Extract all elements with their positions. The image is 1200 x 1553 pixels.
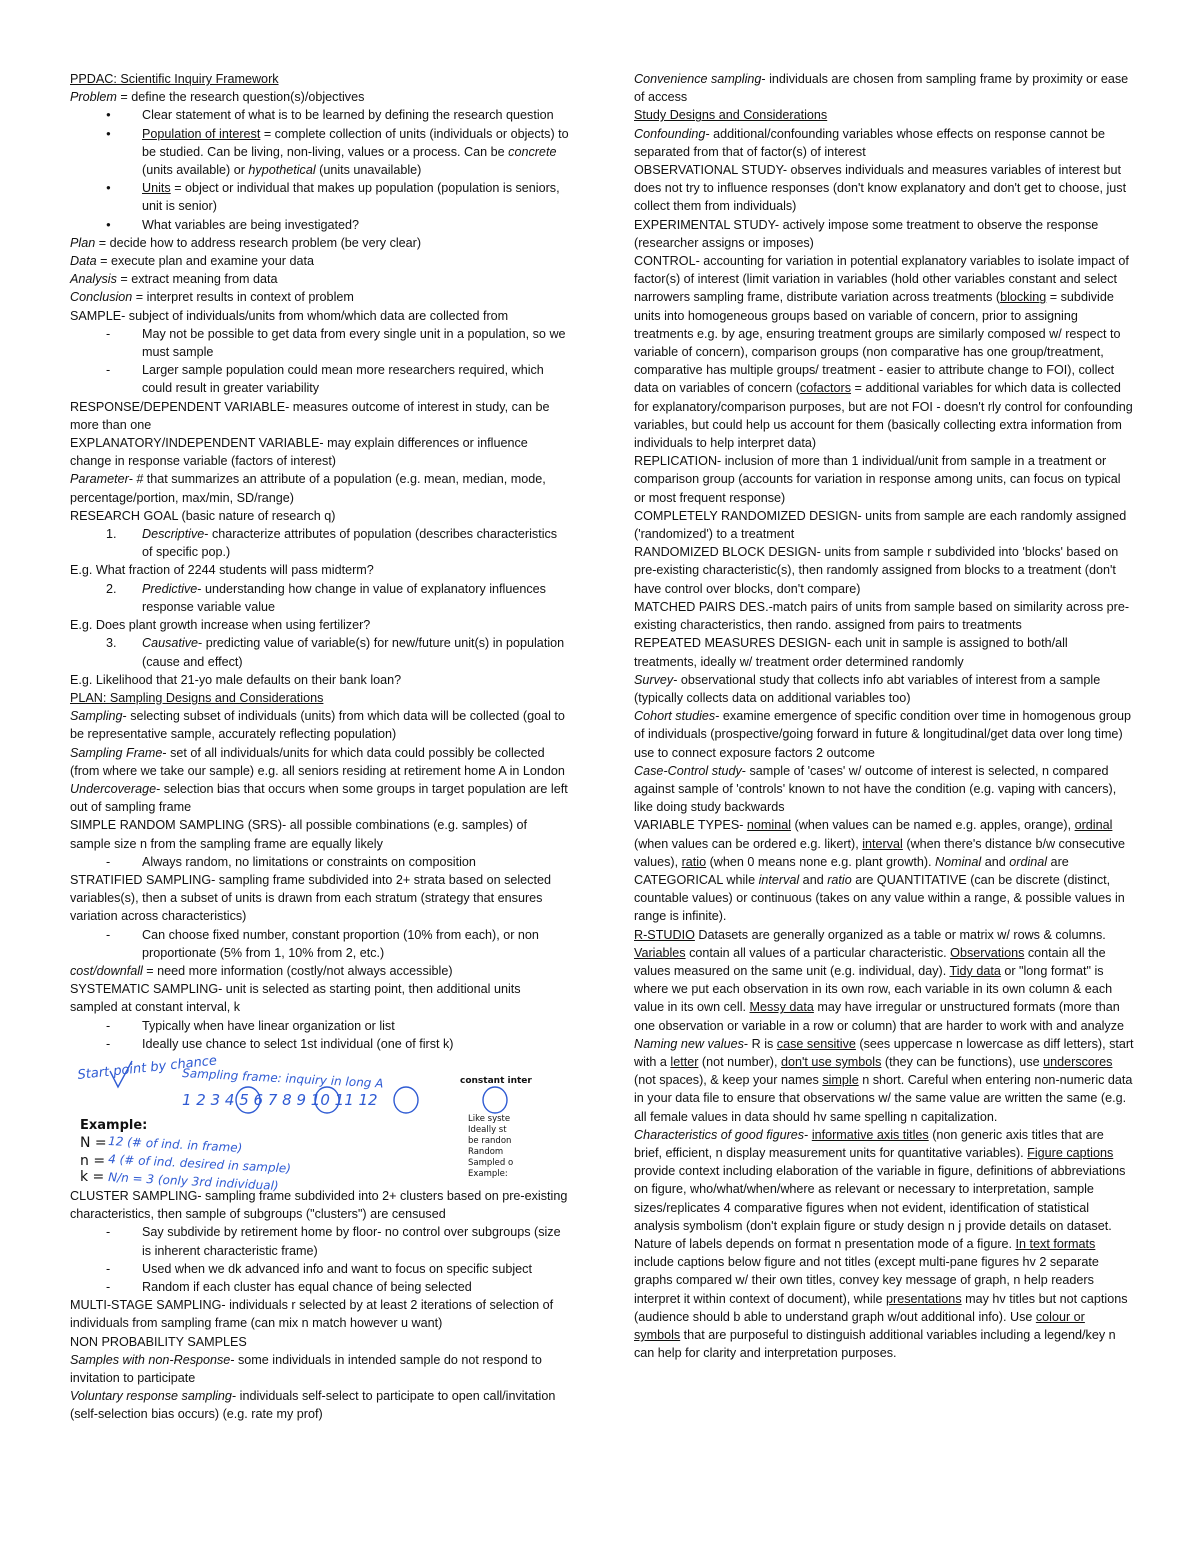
left-column <box>70 70 570 1424</box>
text-run: (sees uppercase n lowercase as diff letters), start with a <box>634 1036 1134 1069</box>
dash-item <box>70 853 570 871</box>
note-paragraph <box>70 288 570 306</box>
handwriting-n: 4 (# of ind. desired in sample) <box>107 1151 292 1176</box>
dash-icon <box>106 1017 126 1035</box>
text-run: (units unavailable) <box>315 163 422 178</box>
note-paragraph <box>634 507 1134 543</box>
dash-icon <box>106 1260 126 1278</box>
text-run: contain all the values measured on the same unit (e.g. individual, day). <box>634 945 1106 978</box>
italic-term: hypothetical <box>248 163 316 178</box>
text-run: are QUANTITATIVE (can be discrete (distinct, countable values) or continuous (takes on any value within a range, & possible values in range is infinite). <box>634 872 1125 924</box>
italic-term: Confounding <box>634 126 706 141</box>
text-run: - understanding how change in value of explanatory influences response variable value <box>142 581 546 614</box>
handwriting-sampling-frame: Sampling frame: inquiry in long A <box>181 1065 384 1091</box>
italic-term: ratio <box>827 872 852 887</box>
dash-icon <box>106 1035 126 1053</box>
text-run: SIMPLE RANDOM SAMPLING (SRS)- all possible combinations (e.g. samples) of sample size n from the sampling frame are equally likely <box>70 818 528 851</box>
italic-term: Voluntary response sampling <box>70 1389 232 1404</box>
underlined-term: cofactors <box>799 381 852 396</box>
note-paragraph <box>634 671 1134 707</box>
handwritten-systematic-sampling-sketch <box>70 1053 570 1193</box>
text-run: EXPLANATORY/INDEPENDENT VARIABLE- may explain differences or influence change in response variable (factors of interest) <box>70 436 528 469</box>
italic-term: Predictive <box>142 581 198 596</box>
bullet-icon <box>106 179 126 199</box>
underlined-term: presentations <box>886 1291 962 1306</box>
italic-term: Causative <box>142 636 199 651</box>
note-paragraph <box>70 616 570 634</box>
underlined-term: underscores <box>1043 1054 1113 1069</box>
italic-term: Parameter- # <box>70 472 144 487</box>
dash-icon <box>106 853 126 871</box>
underlined-term: Messy data <box>749 1000 814 1015</box>
list-number: 3. <box>106 636 117 651</box>
italic-term: ordinal <box>1009 854 1048 869</box>
note-paragraph <box>634 1126 1134 1363</box>
text-run: NON PROBABILITY SAMPLES <box>70 1334 247 1349</box>
text-run: - some individuals in intended sample do not respond to invitation to participate <box>70 1352 542 1385</box>
text-run: Random if each cluster has equal chance of being selected <box>142 1279 472 1294</box>
note-paragraph <box>70 307 570 325</box>
note-paragraph <box>634 543 1134 598</box>
constant-interval-text: constant inter <box>460 1075 532 1086</box>
italic-term: Characteristics of good figures <box>634 1127 805 1142</box>
italic-term: Samples with non-Response <box>70 1352 231 1367</box>
note-paragraph <box>634 252 1134 452</box>
italic-term: Convenience sampling <box>634 72 762 86</box>
italic-term: cost/downfall <box>70 963 143 978</box>
text-run: - R is <box>743 1036 777 1051</box>
text-run: include captions below figure and not titles (except multi-pane figures hv 2 separate graphs compared w/ their own titles, convey key message of graph, n help readers interpret it within context of document), while <box>634 1255 1099 1306</box>
note-paragraph <box>70 871 570 926</box>
handwriting-start-point: Start point by chance <box>76 1053 218 1083</box>
text-run: REPEATED MEASURES DESIGN- each unit in sample is assigned to both/all treatments, ideally w/ treatment order determined randomly <box>634 636 1068 669</box>
bullet-icon <box>106 106 126 126</box>
note-paragraph <box>634 452 1134 507</box>
text-run: - individuals self-select to participate to open call/invitation (self-selection bias occurs) (e.g. rate my prof) <box>70 1389 556 1422</box>
text-run: (when 0 means none e.g. plant growth). <box>706 854 936 869</box>
dash-item <box>70 361 570 397</box>
note-paragraph <box>70 1387 570 1423</box>
note-paragraph <box>70 780 570 816</box>
note-paragraph <box>70 744 570 780</box>
dash-item <box>70 926 570 962</box>
dash-item <box>70 325 570 361</box>
note-paragraph <box>70 434 570 470</box>
underlined-term: nominal <box>746 818 792 833</box>
note-paragraph <box>70 1187 570 1223</box>
italic-term: Sampling <box>70 709 123 724</box>
underlined-term: letter <box>670 1054 699 1069</box>
underlined-term: Study Designs and Considerations <box>634 108 828 123</box>
text-run: and <box>799 872 828 887</box>
dash-icon <box>106 1278 126 1296</box>
italic-term: Descriptive <box>142 527 205 542</box>
note-paragraph <box>70 270 570 288</box>
text-run: - characterize attributes of population (describes characteristics of specific pop.) <box>142 527 558 560</box>
underlined-term: Units <box>142 181 171 196</box>
note-paragraph <box>634 926 1134 1035</box>
italic-term: Analysis <box>70 272 117 287</box>
text-run: Larger sample population could mean more researchers required, which could result in greater variability <box>142 363 544 396</box>
text-run: - predicting value of variable(s) for new/future unit(s) in population (cause and effect) <box>142 636 565 669</box>
list-number: 2. <box>106 581 117 596</box>
handwriting-sequence: 1 2 3 4 5 6 7 8 9 10 11 12 <box>182 1090 378 1109</box>
italic-term: Problem <box>70 90 117 105</box>
note-paragraph <box>70 398 570 434</box>
note-paragraph <box>634 70 1134 106</box>
text-run: provide context including elaboration of the variable in figure, definitions of abbreviations on figure, who/what/when/where as relevant or necessary to interpretation, sample sizes/replicates 4 comparative figures when not evident, identification of statistical analysis symbolism (don't explain figure or study design n j provide details on dataset. Nature of labels depends on format n presentation mode of a figure. <box>634 1164 1126 1251</box>
note-paragraph <box>634 161 1134 216</box>
text-run: are CATEGORICAL while <box>634 854 1069 887</box>
text-run: (when values can be ordered e.g. likert), <box>634 836 863 851</box>
note-paragraph <box>70 671 570 689</box>
printed-list-item: Ideally st <box>468 1124 507 1135</box>
text-run: (not number), <box>698 1054 781 1069</box>
italic-term: Survey <box>634 672 674 687</box>
dash-item <box>70 1017 570 1035</box>
text-run: RESEARCH GOAL (basic nature of research q) <box>70 508 336 523</box>
dash-icon <box>106 361 126 379</box>
equation-N-label: N = <box>80 1134 107 1151</box>
note-paragraph <box>634 216 1134 252</box>
text-run: Can choose fixed number, constant proportion (10% from each), or non proportionate (5% from 1, 10% from 2, etc.) <box>142 927 539 960</box>
text-run: RANDOMIZED BLOCK DESIGN- units from sample r subdivided into 'blocks' based on pre-existing characteristic(s), then randomly assigned from blocks to a treatment (don't have control over blocks, don't compare) <box>634 545 1119 596</box>
underlined-term: colour or symbols <box>634 1309 1085 1343</box>
text-run: E.g. Does plant growth increase when using fertilizer? <box>70 618 371 633</box>
text-run: - set of all individuals/units for which data could possibly be collected (from where we take our sample) e.g. all seniors residing at retirement home A in London <box>70 745 565 778</box>
text-run: (they can be functions), use <box>881 1054 1044 1069</box>
italic-term: Case-Control study <box>634 763 742 778</box>
text-run: SYSTEMATIC SAMPLING- unit is selected as starting point, then additional units sampled at constant interval, k <box>70 982 521 1015</box>
underlined-term: Figure captions <box>1027 1145 1114 1160</box>
dash-item <box>70 1278 570 1296</box>
text-run: CONTROL- accounting for variation in potential explanatory variables to isolate impact of factor(s) of interest (limit variation in variables (hold other variables constant and select narrowers sampling frame, distribute variation across treatments ( <box>634 254 1129 305</box>
text-run: STRATIFIED SAMPLING- sampling frame subdivided into 2+ strata based on selected variables(s), then a subset of units is drawn from each stratum (strategy that ensures variation across characteristics) <box>70 872 551 924</box>
numbered-item <box>70 580 570 616</box>
bullet-icon <box>106 216 126 236</box>
text-run: = interpret results in context of problem <box>132 290 354 305</box>
note-paragraph <box>70 507 570 525</box>
printed-list-item: Sampled o <box>468 1157 514 1168</box>
handwriting-N: 12 (# of ind. in frame) <box>107 1133 243 1155</box>
text-run: RESPONSE/DEPENDENT VARIABLE- measures outcome of interest in study, can be more than one <box>70 399 550 432</box>
text-run: MULTI-STAGE SAMPLING- individuals r selected by at least 2 iterations of selection of individuals from sampling frame (can mix n match however u want) <box>70 1298 554 1331</box>
dash-item <box>70 1035 570 1053</box>
text-run: E.g. What fraction of 2244 students will pass midterm? <box>70 563 374 578</box>
italic-term: Cohort studies <box>634 709 716 724</box>
selected-unit-circle <box>483 1087 507 1113</box>
note-paragraph <box>70 252 570 270</box>
bullet-item <box>70 106 570 124</box>
italic-term: Data <box>70 254 97 269</box>
text-run: = decide how to address research problem (be very clear) <box>95 235 422 250</box>
text-run: (not spaces), & keep your names <box>634 1073 823 1088</box>
text-run: Ideally use chance to select 1st individual (one of first k) <box>142 1036 454 1051</box>
text-run: Datasets are generally organized as a table or matrix w/ rows & columns. <box>694 927 1106 942</box>
underlined-term: ordinal <box>1074 818 1113 833</box>
underlined-term: interval <box>862 836 903 851</box>
note-paragraph <box>634 816 1134 925</box>
text-run: MATCHED PAIRS DES.-match pairs of units from sample based on similarity across pre-existing characteristics, then rando. assigned from pairs to treatments <box>634 599 1130 633</box>
text-run: = additional variables for which data is collected for explanatory/comparison purposes, but are not FOI - doesn't rly control for confounding variables, but could help us account for them (basically collecting extra information from individuals to help interpret data) <box>634 381 1133 451</box>
note-paragraph <box>70 962 570 980</box>
text-run: may hv titles but not captions (audience should b able to understand graph w/out additional info). Use <box>634 1291 1128 1324</box>
text-run: What variables are being investigated? <box>142 217 360 232</box>
note-paragraph <box>634 634 1134 670</box>
note-paragraph <box>70 1296 570 1332</box>
text-run: - selection bias that occurs when some groups in target population are left out of sampling frame <box>70 781 568 815</box>
printed-list-item: be randon <box>468 1135 512 1146</box>
italic-term: Undercoverage <box>70 781 157 796</box>
text-run: May not be possible to get data from every single unit in a population, so we must sample <box>142 326 566 360</box>
text-run: = extract meaning from data <box>116 272 278 287</box>
text-run: contain all values of a particular characteristic. <box>685 945 951 960</box>
italic-term: concrete <box>508 144 557 159</box>
numbered-item <box>70 634 570 670</box>
note-paragraph <box>634 1035 1134 1126</box>
text-run: (when there's distance b/w consecutive values), <box>634 836 1126 869</box>
note-paragraph <box>70 816 570 852</box>
text-run: SAMPLE- subject of individuals/units from whom/which data are collected from <box>70 308 509 323</box>
text-run: - sample of 'cases' w/ outcome of interest is selected, n compared against sample of 'controls' known to not have the condition (e.g. vaping with cancers), like doing study backwards <box>634 763 1117 815</box>
text-run: - additional/confounding variables whose effects on response cannot be separated from that of factor(s) of interest <box>634 126 1105 159</box>
numbered-item <box>70 525 570 561</box>
text-run: REPLICATION- inclusion of more than 1 individual/unit from sample in a treatment or comparison group (accounts for variation in response among units, can focus on typical or most frequent response) <box>634 454 1121 505</box>
text-run: - examine emergence of specific condition over time in homogenous group of individuals (prospective/going forward in future & longitudinal/get data over long time) use to connect exposure factors 2 outcome <box>634 709 1132 760</box>
note-paragraph <box>70 470 570 506</box>
underlined-term: PPDAC: Scientific Inquiry Framework <box>70 72 279 86</box>
italic-term: Nominal <box>935 854 982 869</box>
underlined-term: Variables <box>634 945 686 960</box>
text-run: = define the research question(s)/objectives <box>116 90 365 105</box>
text-run: = execute plan and examine your data <box>96 254 314 269</box>
italic-term: Naming new values <box>634 1036 744 1051</box>
note-paragraph <box>70 88 570 106</box>
bullet-item <box>70 179 570 215</box>
bullet-item <box>70 216 570 234</box>
text-run: = subdivide units into homogeneous groups based on variable of concern, prior to assigning treatments e.g. by age, ensuring treatment groups are similarly composed w/ respect to variable of concern), comparison groups (non comparative has one group/treatment, comparative has multiple groups/ treatment - easier to attribute change to FOI), collect data on variables of concern ( <box>634 290 1121 396</box>
text-run: may have irregular or unstructured formats (more than one observation or variable in a row or column) that are harder to work with and analyze <box>634 1000 1125 1033</box>
dash-icon <box>106 926 126 944</box>
note-paragraph <box>70 689 570 707</box>
text-run: (non generic axis titles that are brief, efficient, n display measurement units for quantitative variables). <box>634 1127 1104 1160</box>
text-run: or "long format" is where we put each observation in its own row, each variable in its own column & each value in its own cell. <box>634 963 1113 1015</box>
text-run: CLUSTER SAMPLING- sampling frame subdivided into 2+ clusters based on pre-existing characteristics, then sample of subgroups ("clusters") are censused <box>70 1188 568 1222</box>
note-paragraph <box>634 707 1134 762</box>
printed-list-item: Example: <box>468 1168 508 1179</box>
note-paragraph <box>634 598 1134 634</box>
underlined-term: case sensitive <box>776 1036 856 1051</box>
underlined-term: blocking <box>1000 290 1047 305</box>
text-run: - selecting subset of individuals (units) from which data will be collected (goal to be representative sample, accurately reflecting population) <box>70 709 565 742</box>
note-paragraph <box>70 707 570 743</box>
list-number: 1. <box>106 527 117 542</box>
note-paragraph <box>634 762 1134 817</box>
note-paragraph <box>70 561 570 579</box>
underlined-term: In text formats <box>1015 1237 1096 1251</box>
text-run: n short. Careful when entering non-numeric data in your data file to ensure that observations w/ the same value are written the same (e.g. all female values in data should hv same spelling n capitalization. <box>634 1073 1133 1124</box>
text-run: Say subdivide by retirement home by floor- no control over subgroups (size is inherent characteristic frame) <box>142 1225 561 1258</box>
bullet-icon <box>106 125 126 145</box>
text-run: that summarizes an attribute of a population (e.g. mean, median, mode, percentage/portion, max/min, SD/range) <box>70 472 546 505</box>
text-run: = complete collection of units (individuals or objects) to be studied. Can be living, non-living, values or a process. Can be <box>142 126 569 159</box>
printed-list-item: Random <box>468 1146 504 1157</box>
italic-term: Plan <box>70 235 96 250</box>
dash-icon <box>106 1223 126 1241</box>
note-paragraph <box>70 980 570 1016</box>
text-run: = need more information (costly/not always accessible) <box>142 963 453 978</box>
dash-icon <box>106 325 126 343</box>
underlined-term: PLAN: Sampling Designs and Considerations <box>70 690 324 705</box>
printed-list-item: Like syste <box>468 1113 511 1124</box>
italic-term: Conclusion <box>70 290 133 305</box>
right-column <box>634 70 1134 1362</box>
note-paragraph <box>634 125 1134 161</box>
text-run: COMPLETELY RANDOMIZED DESIGN- units from sample are each randomly assigned ('randomized') to a treatment <box>634 508 1127 542</box>
underlined-term: simple <box>822 1073 859 1088</box>
underlined-term: don't use symbols <box>781 1054 882 1069</box>
note-paragraph <box>70 70 570 88</box>
selected-unit-circle <box>394 1087 418 1113</box>
text-run: Clear statement of what is to be learned by defining the research question <box>142 108 554 123</box>
underlined-term: ratio <box>681 854 707 869</box>
equation-k-label: k = <box>80 1168 105 1185</box>
note-paragraph <box>70 234 570 252</box>
text-run: E.g. Likelihood that 21-yo male defaults on their bank loan? <box>70 672 402 687</box>
underlined-term: Population of interest <box>142 126 261 141</box>
equation-n-label: n = <box>80 1152 106 1169</box>
text-run: - observational study that collects info abt variables of interest from a sample (typically collects data on additional variables too) <box>634 672 1101 705</box>
text-run: VARIABLE TYPES- <box>634 818 747 833</box>
text-run: = object or individual that makes up population (population is seniors, unit is senior) <box>142 181 560 214</box>
note-paragraph <box>70 1351 570 1387</box>
note-paragraph <box>634 106 1134 124</box>
text-run: Typically when have linear organization or list <box>142 1018 395 1033</box>
italic-term: Sampling Frame <box>70 745 163 760</box>
handwriting-k: N/n = 3 (only 3rd individual) <box>107 1169 279 1193</box>
text-run: (when values can be named e.g. apples, orange), <box>791 818 1075 833</box>
example-label: Example: <box>80 1117 148 1133</box>
dash-item <box>70 1260 570 1278</box>
text-run: - <box>804 1127 812 1142</box>
text-run: - individuals are chosen from sampling frame by proximity or ease of access <box>634 72 1129 105</box>
note-paragraph <box>70 1333 570 1351</box>
text-run: OBSERVATIONAL STUDY- observes individuals and measures variables of interest but does not try to influence responses (don't know explanatory and don't get to choose, just collect them from individuals) <box>634 163 1127 214</box>
text-run: and <box>981 854 1010 869</box>
sketch-canvas <box>70 1053 570 1193</box>
underlined-term: informative axis titles <box>811 1127 929 1142</box>
text-run: (units available) or <box>142 163 249 178</box>
underlined-term: R-STUDIO <box>634 927 695 942</box>
underlined-term: Observations <box>950 945 1025 960</box>
underlined-term: Tidy data <box>949 963 1001 978</box>
dash-item <box>70 1223 570 1259</box>
text-run: Always random, no limitations or constraints on composition <box>142 854 476 869</box>
bullet-item <box>70 125 570 180</box>
text-run: EXPERIMENTAL STUDY- actively impose some treatment to observe the response (researcher assigns or imposes) <box>634 217 1099 250</box>
text-run: that are purposeful to distinguish additional variables including a legend/key n can help for clarity and interpretation purposes. <box>634 1328 1116 1361</box>
text-run: Used when we dk advanced info and want to focus on specific subject <box>142 1261 532 1276</box>
italic-term: interval <box>758 872 800 887</box>
